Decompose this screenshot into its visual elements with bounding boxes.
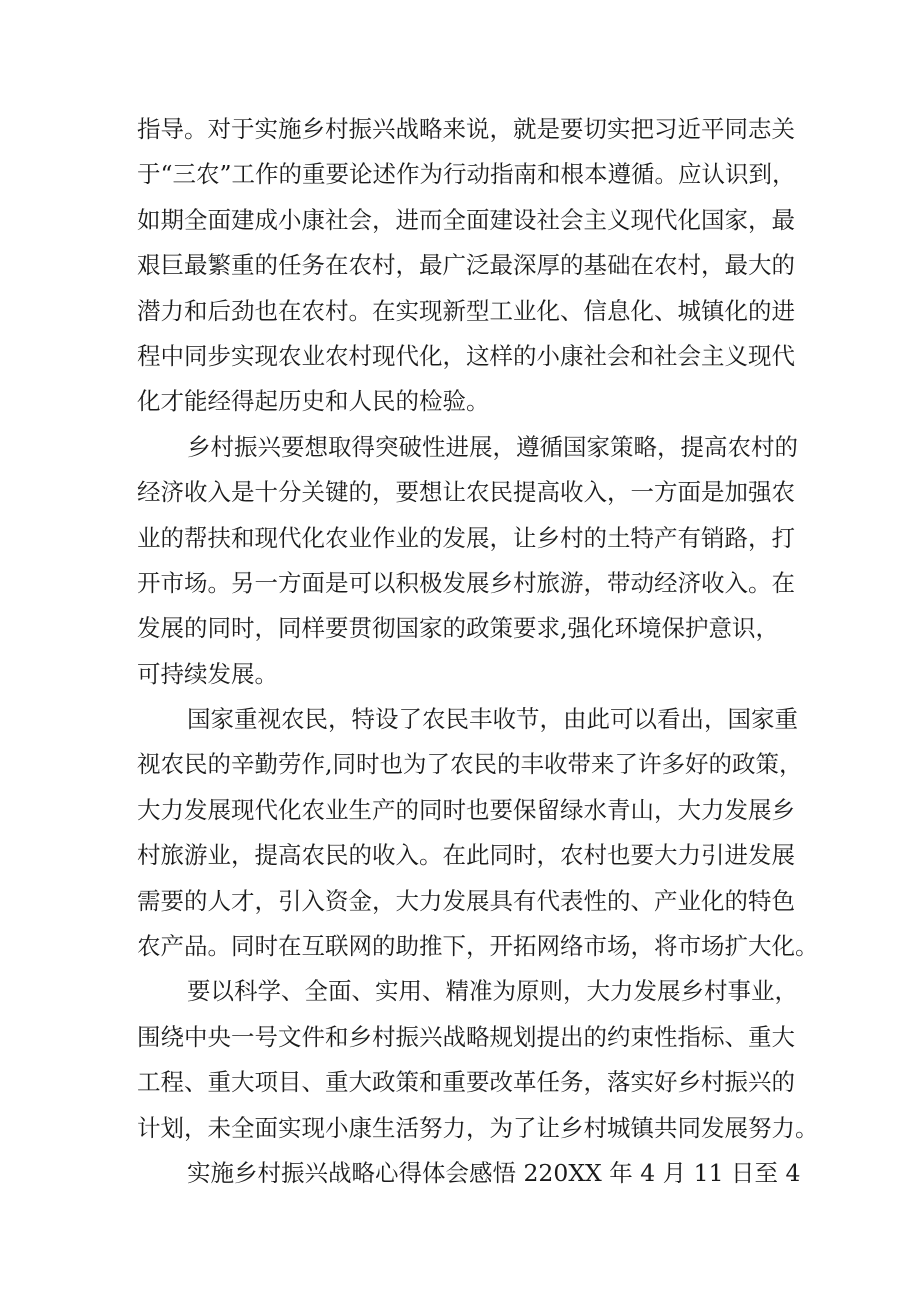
text-line: 村旅游业，提高农民的收入。在此同时，农村也要大力引进发展: [137, 841, 795, 870]
text-line: 工程、重大项目、重大政策和重要改革任务，落实好乡村振兴的: [137, 1068, 795, 1097]
paragraph-p4: [137, 969, 819, 1151]
text-line: 业的帮扶和现代化农业作业的发展，让乡村的土特产有销路，打: [137, 523, 795, 552]
text-line: 程中同步实现农业农村现代化，这样的小康社会和社会主义现代: [137, 341, 795, 370]
paragraph-p1: [137, 107, 807, 425]
text-line: 可持续发展。: [137, 659, 278, 688]
text-line: 艰巨最繁重的任务在农村，最广泛最深厚的基础在农村，最大的: [137, 251, 795, 280]
paragraph-p3: [137, 697, 819, 969]
text-line: 围绕中央一号文件和乡村振兴战略规划提出的约束性指标、重大: [137, 1022, 795, 1051]
text-line: 指导。对于实施乡村振兴战略来说，就是要切实把习近平同志关: [137, 115, 795, 143]
text-line: 化才能经得起历史和人民的检验。: [137, 387, 490, 416]
text-line: 于“三农”工作的重要论述作为行动指南和根本遵循。应认识到，: [137, 160, 796, 189]
text-line: 实施乡村振兴战略心得体会感悟 220XX 年 4 月 11 日至 4: [187, 1158, 801, 1187]
paragraph-p2: [137, 425, 807, 697]
text-line: 经济收入是十分关键的，要想让农民提高收入，一方面是加强农: [137, 478, 795, 507]
text-line: 发展的同时，同样要贯彻国家的政策要求,强化环境保护意识，: [137, 614, 779, 643]
document-body: [137, 107, 819, 1196]
text-line: 需要的人才，引入资金，大力发展具有代表性的、产业化的特色: [137, 886, 795, 915]
text-line: 国家重视农民，特设了农民丰收节，由此可以看出，国家重: [187, 705, 798, 734]
text-line: 农产品。同时在互联网的助推下，开拓网络市场，将市场扩大化。: [137, 932, 819, 961]
text-line: 计划，未全面实现小康生活努力，为了让乡村城镇共同发展努力。: [137, 1113, 819, 1142]
text-line: 大力发展现代化农业生产的同时也要保留绿水青山，大力发展乡: [137, 795, 795, 824]
text-line: 如期全面建成小康社会，进而全面建设社会主义现代化国家，最: [137, 205, 795, 234]
text-line: 开市场。另一方面是可以积极发展乡村旅游，带动经济收入。在: [137, 568, 795, 597]
text-line: 乡村振兴要想取得突破性进展，遵循国家策略，提高农村的: [187, 432, 798, 461]
text-line: 要以科学、全面、实用、精准为原则，大力发展乡村事业，: [187, 977, 798, 1006]
text-line: 潜力和后劲也在农村。在实现新型工业化、信息化、城镇化的进: [137, 296, 795, 325]
paragraph-p5: [137, 1151, 807, 1196]
text-line: 视农民的辛勤劳作,同时也为了农民的丰收带来了许多好的政策，: [137, 750, 803, 779]
